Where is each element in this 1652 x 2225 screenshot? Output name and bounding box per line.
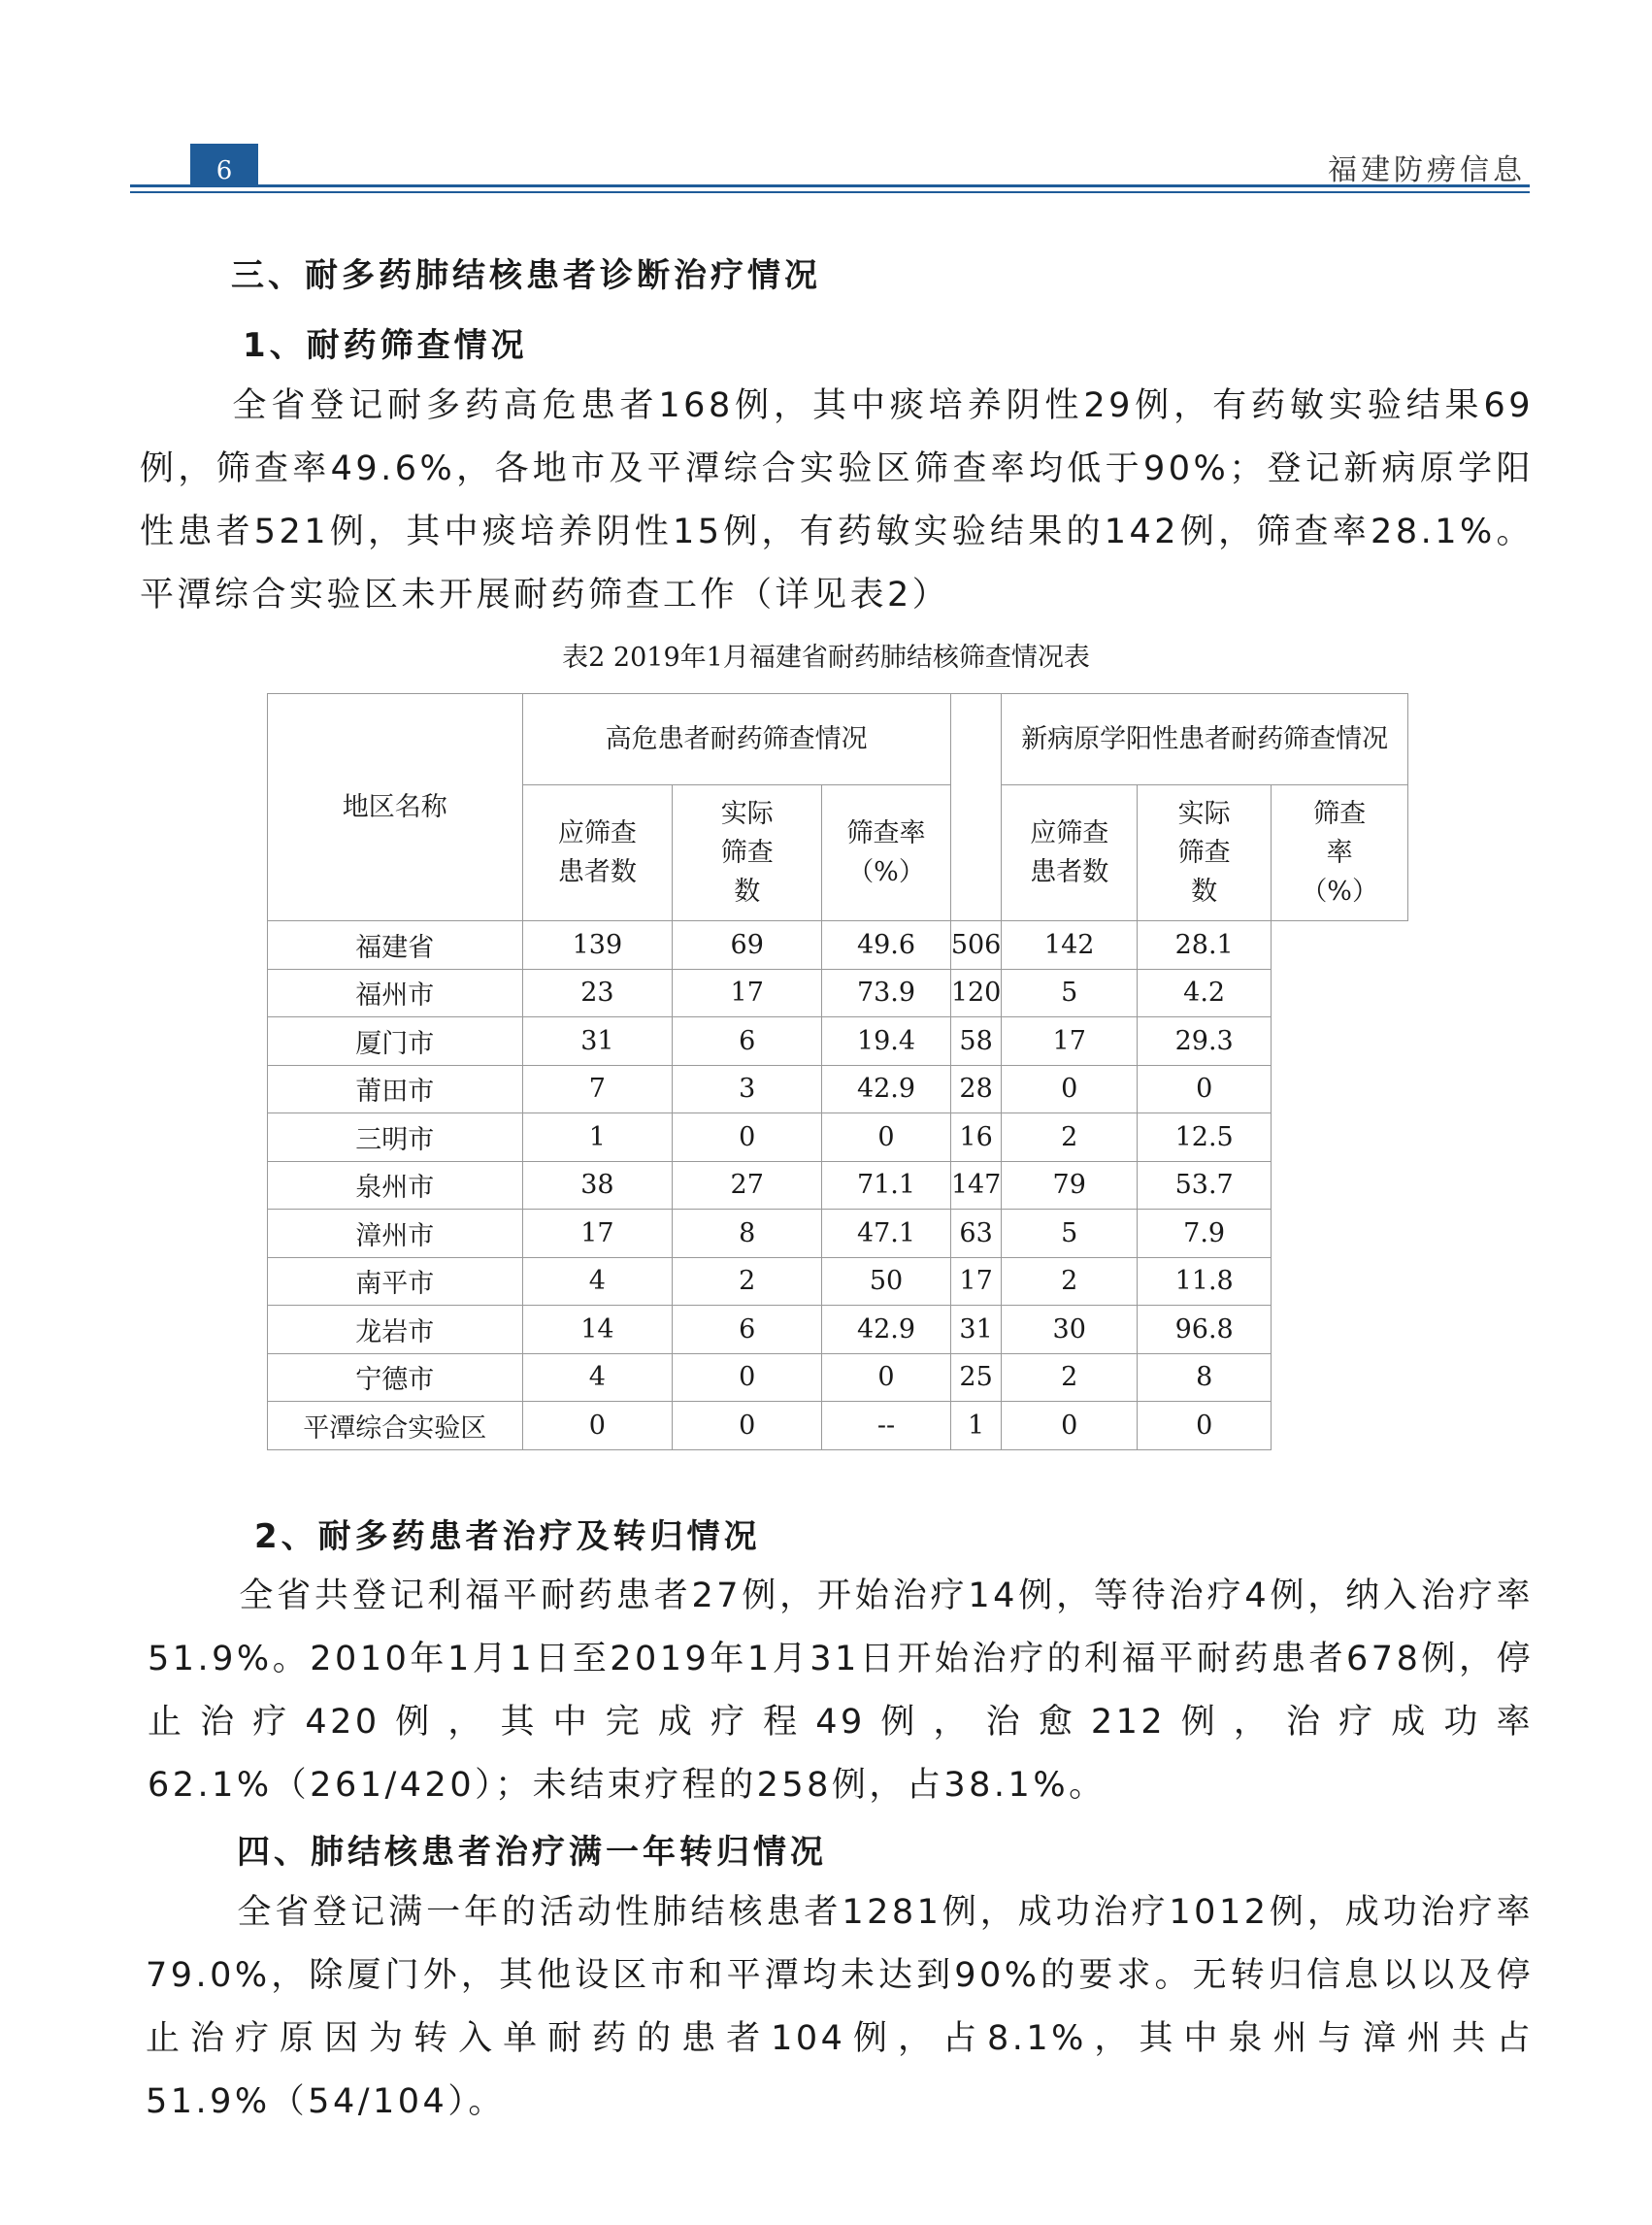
high-risk-group-header: 高危患者耐药筛查情况 — [522, 694, 950, 785]
subsection-1-heading: 1、耐药筛查情况 — [243, 326, 528, 365]
region-cell: 福建省 — [268, 921, 523, 970]
new-positive-actual-cell: 5 — [1002, 1210, 1138, 1258]
new-positive-rate-cell: 7.9 — [1138, 1210, 1272, 1258]
column-gap — [950, 694, 1002, 921]
new-positive-group-header: 新病原学阳性患者耐药筛查情况 — [1002, 694, 1408, 785]
new-positive-should-cell: 506 — [950, 921, 1002, 970]
high-risk-rate-cell: 73.9 — [822, 969, 951, 1017]
high-risk-actual-cell: 0 — [673, 1402, 822, 1450]
new-positive-rate-cell: 29.3 — [1138, 1017, 1272, 1066]
new-positive-actual-cell: 142 — [1002, 921, 1138, 970]
new-positive-should-cell: 147 — [950, 1161, 1002, 1210]
new-positive-should-cell: 31 — [950, 1306, 1002, 1354]
high-risk-actual-cell: 17 — [673, 969, 822, 1017]
table-row — [268, 1113, 1408, 1162]
new-positive-should-cell: 25 — [950, 1353, 1002, 1402]
high-risk-should-cell: 14 — [522, 1306, 673, 1354]
high-risk-should-cell: 17 — [522, 1210, 673, 1258]
table-row — [268, 1353, 1408, 1402]
table-row — [268, 1065, 1408, 1113]
high-risk-rate-cell: 71.1 — [822, 1161, 951, 1210]
new-positive-actual-cell: 0 — [1002, 1402, 1138, 1450]
table-row — [268, 969, 1408, 1017]
region-cell: 泉州市 — [268, 1161, 523, 1210]
high-risk-should-cell: 31 — [522, 1017, 673, 1066]
new-positive-rate-cell: 8 — [1138, 1353, 1272, 1402]
high-risk-actual-cell: 2 — [673, 1257, 822, 1306]
region-header: 地区名称 — [268, 694, 523, 921]
high-risk-rate-cell: 0 — [822, 1353, 951, 1402]
high-risk-rate-cell: 19.4 — [822, 1017, 951, 1066]
new-positive-should-header: 应筛查患者数 — [1002, 785, 1138, 921]
new-positive-rate-cell: 53.7 — [1138, 1161, 1272, 1210]
section-4-heading: 四、肺结核患者治疗满一年转归情况 — [237, 1833, 827, 1872]
region-cell: 厦门市 — [268, 1017, 523, 1066]
new-positive-rate-cell: 96.8 — [1138, 1306, 1272, 1354]
region-cell: 三明市 — [268, 1113, 523, 1162]
high-risk-actual-cell: 6 — [673, 1017, 822, 1066]
region-cell: 平潭综合实验区 — [268, 1402, 523, 1450]
region-cell: 漳州市 — [268, 1210, 523, 1258]
new-positive-rate-cell: 0 — [1138, 1402, 1272, 1450]
high-risk-should-cell: 23 — [522, 969, 673, 1017]
high-risk-rate-cell: 49.6 — [822, 921, 951, 970]
new-positive-rate-cell: 12.5 — [1138, 1113, 1272, 1162]
new-positive-should-cell: 1 — [950, 1402, 1002, 1450]
high-risk-actual-cell: 6 — [673, 1306, 822, 1354]
new-positive-should-cell: 58 — [950, 1017, 1002, 1066]
high-risk-rate-cell: 42.9 — [822, 1306, 951, 1354]
table-row — [268, 1257, 1408, 1306]
screening-paragraph-text: 全省登记耐多药高危患者168例，其中痰培养阴性29例，有药敏实验结果69例，筛查率49.6%，各地市及平潭综合实验区筛查率均低于90%；登记新病原学阳性患者521例，其中痰培养阴性15例，有药敏实验结果的142例，筛查率28.1%。平潭综合实验区未开展耐药筛查工作（详见表2） — [140, 386, 1534, 614]
section-3-heading: 三、耐多药肺结核患者诊断治疗情况 — [231, 256, 821, 295]
new-positive-actual-cell: 2 — [1002, 1257, 1138, 1306]
table-row — [268, 1306, 1408, 1354]
screening-paragraph — [140, 375, 1534, 627]
header-rule-bottom — [130, 191, 1530, 193]
high-risk-actual-cell: 0 — [673, 1113, 822, 1162]
high-risk-rate-header: 筛查率（%） — [822, 785, 951, 921]
high-risk-should-cell: 0 — [522, 1402, 673, 1450]
table-row — [268, 1210, 1408, 1258]
journal-title: 福建防痨信息 — [1328, 153, 1526, 187]
new-positive-actual-cell: 30 — [1002, 1306, 1138, 1354]
new-positive-actual-cell: 2 — [1002, 1353, 1138, 1402]
table-row — [268, 921, 1408, 970]
new-positive-rate-cell: 28.1 — [1138, 921, 1272, 970]
header-rule-top — [130, 184, 1530, 187]
high-risk-rate-cell: -- — [822, 1402, 951, 1450]
high-risk-should-cell: 4 — [522, 1353, 673, 1402]
high-risk-rate-cell: 47.1 — [822, 1210, 951, 1258]
high-risk-rate-cell: 50 — [822, 1257, 951, 1306]
new-positive-actual-cell: 5 — [1002, 969, 1138, 1017]
new-positive-should-cell: 63 — [950, 1210, 1002, 1258]
new-positive-rate-cell: 11.8 — [1138, 1257, 1272, 1306]
high-risk-actual-cell: 3 — [673, 1065, 822, 1113]
high-risk-should-cell: 4 — [522, 1257, 673, 1306]
region-cell: 龙岩市 — [268, 1306, 523, 1354]
outcome-paragraph-text: 全省登记满一年的活动性肺结核患者1281例，成功治疗1012例，成功治疗率79.0%，除厦门外，其他设区市和平潭均未达到90%的要求。无转归信息以以及停止治疗原因为转入单耐药的患者104例，占8.1%，其中泉州与漳州共占51.9%（54/104）。 — [146, 1893, 1534, 2121]
new-positive-rate-cell: 0 — [1138, 1065, 1272, 1113]
screening-table — [267, 693, 1408, 1450]
high-risk-rate-cell: 42.9 — [822, 1065, 951, 1113]
subsection-2-heading: 2、耐多药患者治疗及转归情况 — [254, 1517, 761, 1556]
new-positive-actual-cell: 0 — [1002, 1065, 1138, 1113]
new-positive-should-cell: 17 — [950, 1257, 1002, 1306]
new-positive-actual-cell: 79 — [1002, 1161, 1138, 1210]
high-risk-rate-cell: 0 — [822, 1113, 951, 1162]
high-risk-should-cell: 7 — [522, 1065, 673, 1113]
table-row — [268, 1017, 1408, 1066]
new-positive-actual-header: 实际筛查数 — [1138, 785, 1272, 921]
new-positive-actual-cell: 2 — [1002, 1113, 1138, 1162]
new-positive-rate-cell: 4.2 — [1138, 969, 1272, 1017]
new-positive-should-cell: 16 — [950, 1113, 1002, 1162]
table-row — [268, 1161, 1408, 1210]
high-risk-actual-cell: 0 — [673, 1353, 822, 1402]
region-cell: 宁德市 — [268, 1353, 523, 1402]
table-header-row-1 — [268, 694, 1408, 785]
treatment-paragraph — [148, 1565, 1534, 1817]
new-positive-actual-cell: 17 — [1002, 1017, 1138, 1066]
high-risk-actual-cell: 69 — [673, 921, 822, 970]
high-risk-actual-cell: 8 — [673, 1210, 822, 1258]
table-body — [268, 921, 1408, 1450]
new-positive-should-cell: 120 — [950, 969, 1002, 1017]
outcome-paragraph — [146, 1881, 1534, 2134]
high-risk-actual-header: 实际筛查数 — [673, 785, 822, 921]
treatment-paragraph-text: 全省共登记利福平耐药患者27例，开始治疗14例，等待治疗4例，纳入治疗率51.9%。2010年1月1日至2019年1月31日开始治疗的利福平耐药患者678例，停止治疗420例，其中完成疗程49例，治愈212例，治疗成功率62.1%（261/420）；未结束疗程的258例，占38.1%。 — [148, 1577, 1534, 1805]
high-risk-should-header: 应筛查患者数 — [522, 785, 673, 921]
region-cell: 莆田市 — [268, 1065, 523, 1113]
region-cell: 福州市 — [268, 969, 523, 1017]
table-row — [268, 1402, 1408, 1450]
new-positive-rate-header: 筛查率（%） — [1272, 785, 1408, 921]
high-risk-actual-cell: 27 — [673, 1161, 822, 1210]
high-risk-should-cell: 38 — [522, 1161, 673, 1210]
region-cell: 南平市 — [268, 1257, 523, 1306]
high-risk-should-cell: 139 — [522, 921, 673, 970]
table-caption: 表2 2019年1月福建省耐药肺结核筛查情况表 — [562, 643, 1090, 673]
new-positive-should-cell: 28 — [950, 1065, 1002, 1113]
high-risk-should-cell: 1 — [522, 1113, 673, 1162]
page-number: 6 — [190, 144, 258, 187]
